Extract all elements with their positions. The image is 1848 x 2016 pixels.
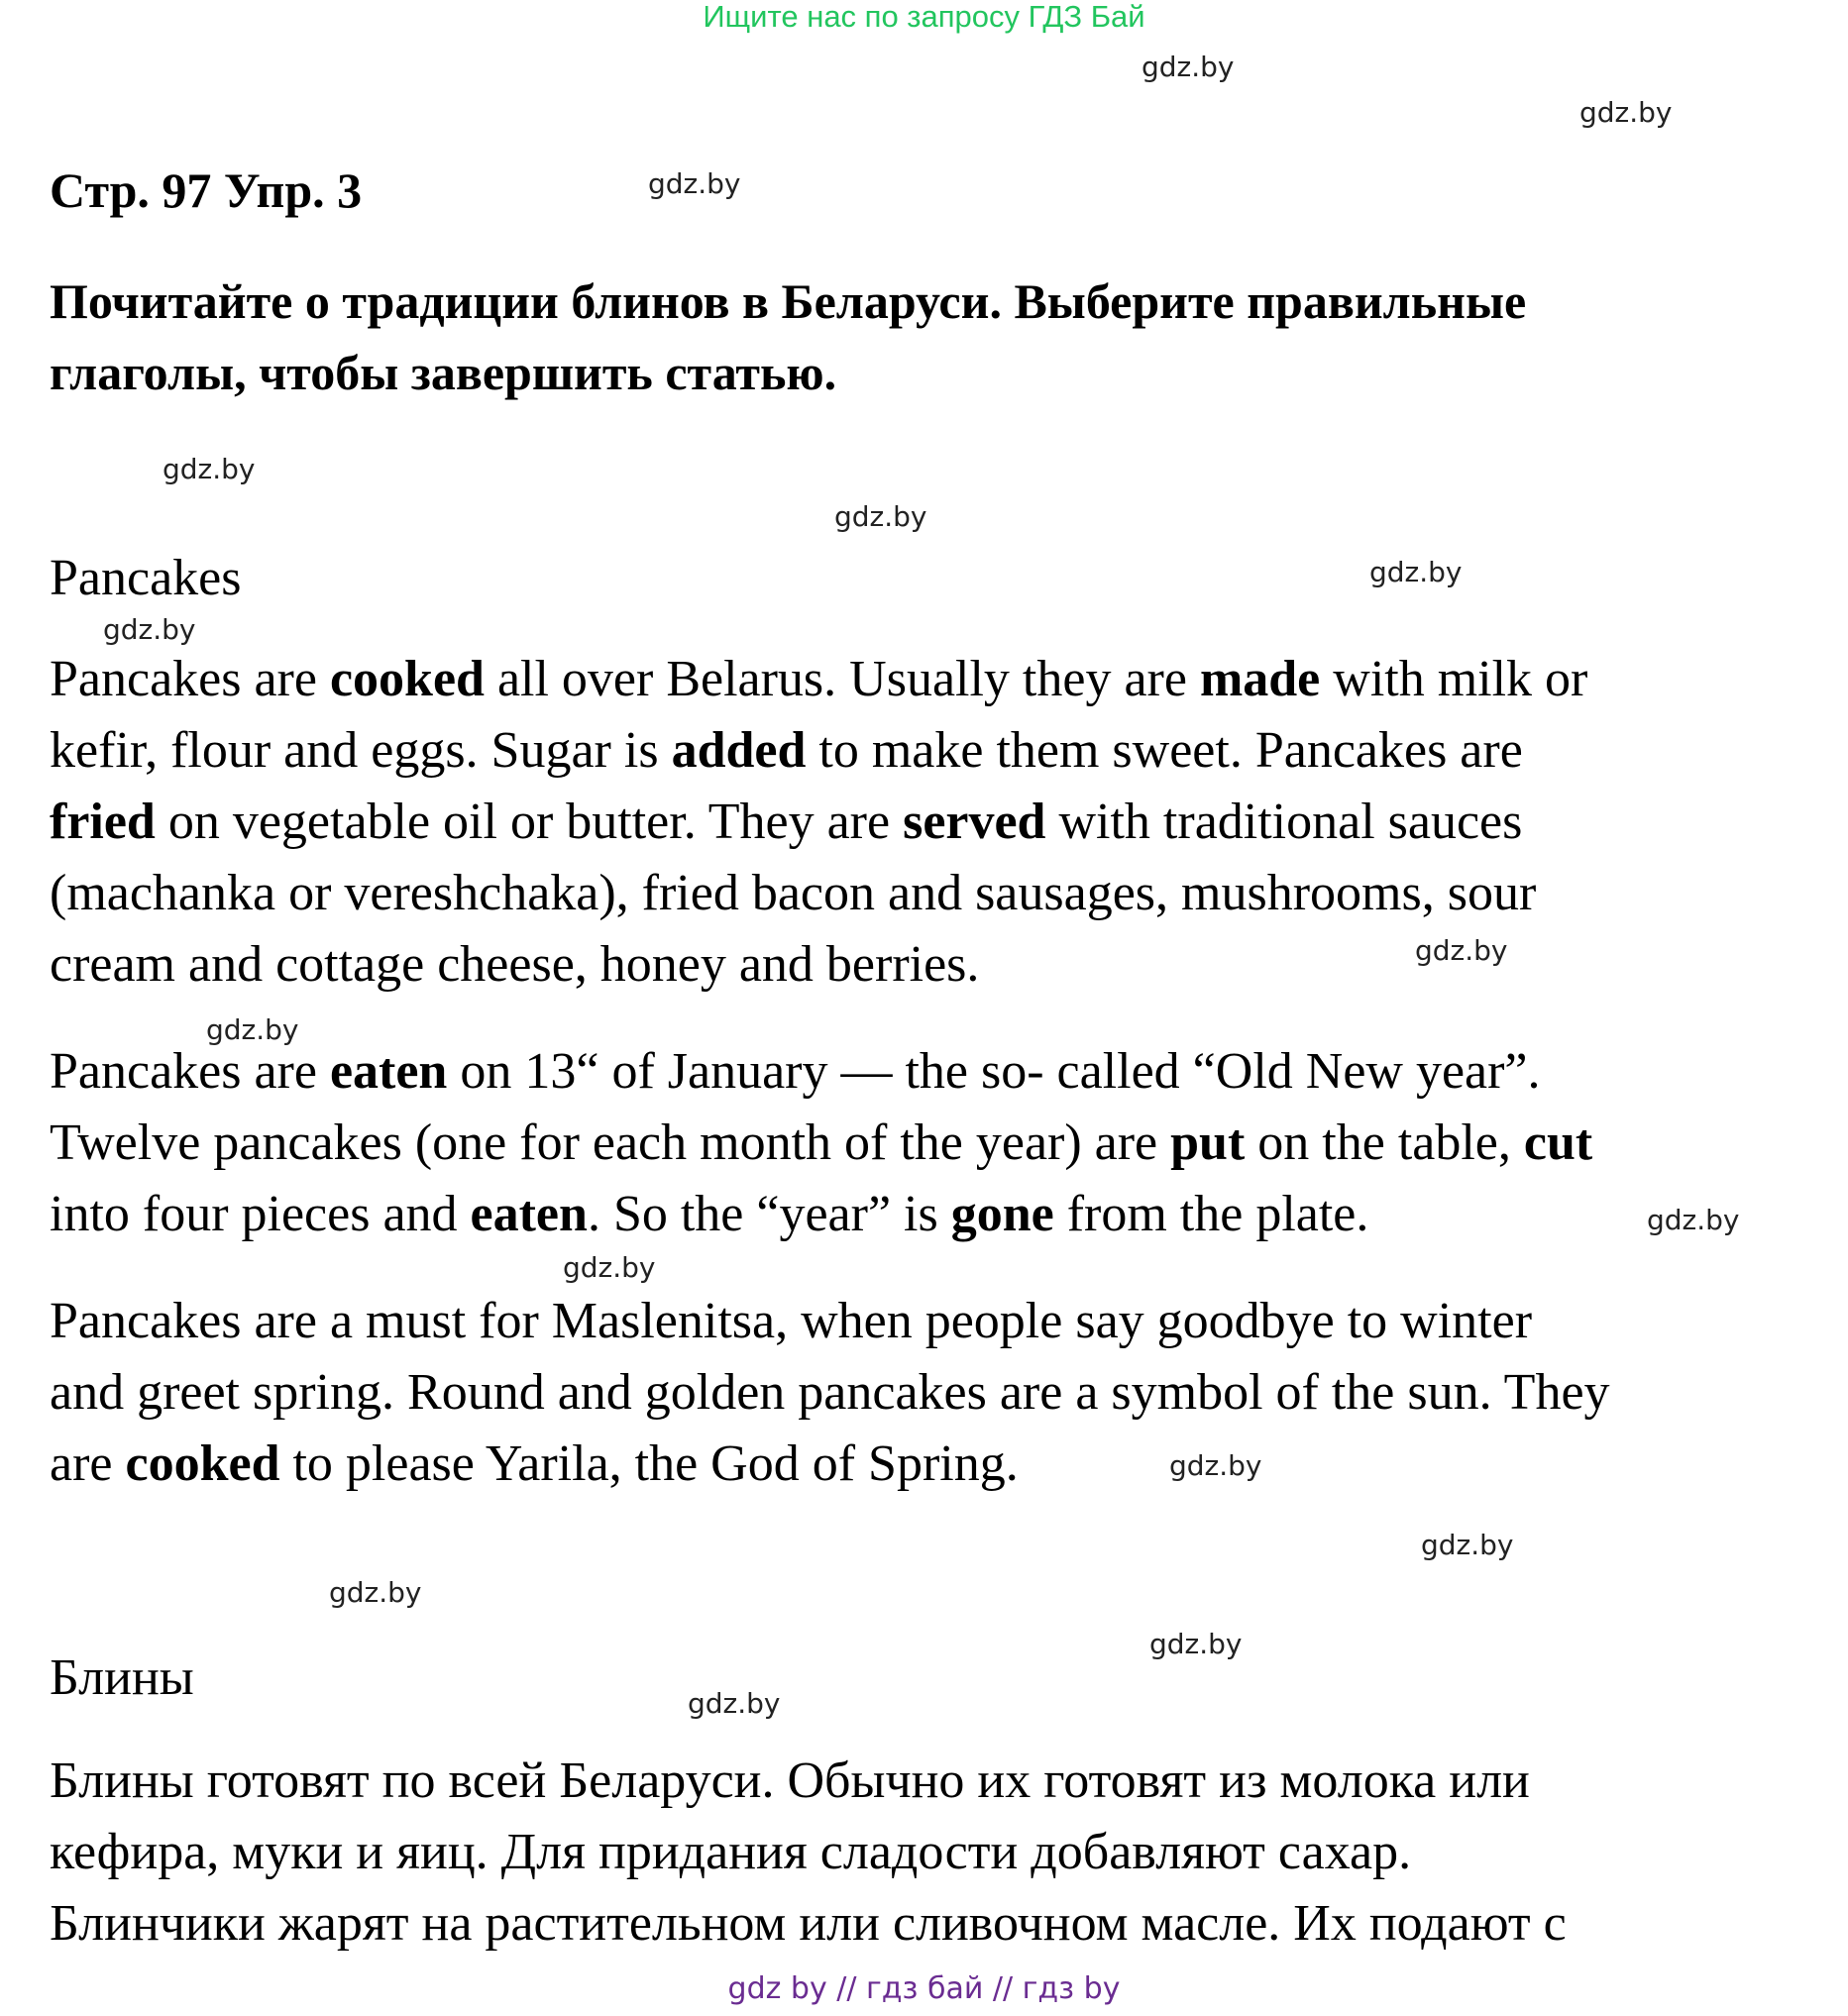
text-line (50, 1429, 1610, 1500)
text-run: Twelve pancakes (one for each month of the year) are (50, 1114, 1171, 1171)
text-run: are (50, 1435, 126, 1492)
watermark: gdz.by (1415, 934, 1508, 967)
text-run: with traditional sauces (1045, 794, 1523, 850)
watermark: gdz.by (1579, 96, 1673, 129)
watermark: gdz.by (1141, 51, 1235, 83)
english-heading: Pancakes (50, 550, 242, 606)
english-paragraph-2 (50, 1036, 1592, 1250)
verb: made (1199, 651, 1321, 707)
text-run: to please Yarila, the God of Spring. (279, 1435, 1019, 1492)
watermark: gdz.by (329, 1576, 422, 1609)
text-run: on vegetable oil or butter. They are (155, 794, 904, 850)
page-title: Стр. 97 Упр. 3 (50, 162, 363, 218)
verb: eaten (470, 1186, 588, 1242)
watermark: gdz.by (563, 1251, 656, 1284)
verb: put (1170, 1114, 1246, 1171)
verb: gone (950, 1186, 1054, 1242)
text-run: to make them sweet. Pancakes are (806, 722, 1523, 779)
verb: fried (50, 794, 156, 850)
verb: cooked (329, 651, 485, 707)
text-run: Pancakes are (50, 1043, 330, 1100)
watermark: gdz.by (834, 500, 927, 533)
english-paragraph-1 (50, 644, 1587, 1001)
text-run: from the plate. (1053, 1186, 1369, 1242)
text-line (50, 644, 1587, 715)
text-line (50, 1179, 1592, 1250)
watermark: gdz.by (1647, 1204, 1740, 1236)
text-line (50, 1036, 1592, 1108)
verb: served (903, 794, 1046, 850)
verb: eaten (329, 1043, 448, 1100)
text-line (50, 1108, 1592, 1179)
watermark: gdz.by (688, 1687, 781, 1720)
text-line: кефира, муки и яиц. Для придания сладости добавляют сахар. (50, 1824, 1412, 1880)
text-run: with milk or (1320, 651, 1588, 707)
watermark: gdz.by (1169, 1449, 1262, 1482)
task-instruction (50, 265, 1813, 408)
text-run: kefir, flour and eggs. Sugar is (50, 722, 672, 779)
text-run: all over Belarus. Usually they are (484, 651, 1200, 707)
verb: added (671, 722, 807, 779)
top-banner[interactable]: Ищите нас по запросу ГДЗ Бай (703, 0, 1145, 34)
text-run: into four pieces and (50, 1186, 471, 1242)
text-line (50, 715, 1587, 787)
english-paragraph-3 (50, 1286, 1610, 1500)
text-line: Блины готовят по всей Беларуси. Обычно их готовят из молока или (50, 1752, 1530, 1809)
watermark: gdz.by (1369, 556, 1463, 588)
footer-banner[interactable]: gdz by // гдз бай // гдз by (727, 1971, 1121, 2006)
text-line: Блинчики жарят на растительном или сливочном масле. Их подают с (50, 1895, 1567, 1952)
watermark: gdz.by (1149, 1628, 1243, 1660)
verb: cooked (125, 1435, 280, 1492)
text-run: on 13“ of January — the so- called “Old New year”. (447, 1043, 1541, 1100)
watermark: gdz.by (163, 453, 256, 485)
russian-paragraph-1 (50, 1746, 1567, 1960)
text-line: Pancakes are a must for Maslenitsa, when people say goodbye to winter (50, 1293, 1533, 1349)
watermark: gdz.by (648, 167, 741, 200)
text-line: cream and cottage cheese, honey and berries. (50, 936, 980, 993)
watermark: gdz.by (103, 613, 196, 646)
text-run: . So the “year” is (587, 1186, 951, 1242)
task-line: глаголы, чтобы завершить статью. (50, 345, 837, 400)
task-line: Почитайте о традиции блинов в Беларуси. Выберите правильные (50, 273, 1527, 329)
text-line: and greet spring. Round and golden pancakes are a symbol of the sun. They (50, 1364, 1610, 1421)
russian-heading: Блины (50, 1649, 194, 1706)
text-run: Pancakes are (50, 651, 330, 707)
verb: cut (1523, 1114, 1593, 1171)
text-line: (machanka or vereshchaka), fried bacon and sausages, mushrooms, sour (50, 865, 1537, 921)
watermark: gdz.by (1421, 1529, 1514, 1561)
text-run: on the table, (1245, 1114, 1524, 1171)
text-line (50, 787, 1587, 858)
watermark: gdz.by (206, 1013, 299, 1046)
